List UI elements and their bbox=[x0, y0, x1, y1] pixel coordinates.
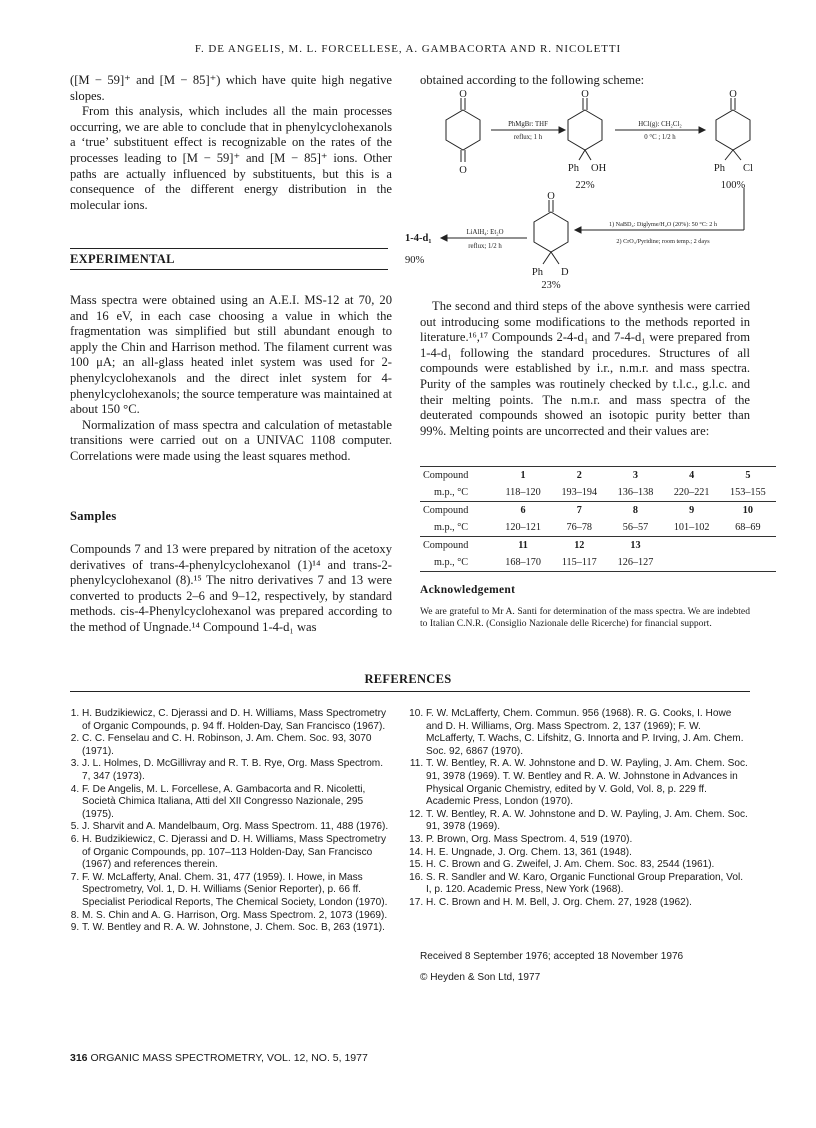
table-row bbox=[420, 537, 776, 555]
melting-point-table-wrap bbox=[420, 466, 776, 572]
table-cell bbox=[720, 537, 776, 555]
reference-item: 10. F. W. McLafferty, Chem. Commun. 956 (1968). R. G. Cooks, I. Howe and D. H. Williams, Org. Mass Spectrom. 2, 137 (1969); F. W. McLafferty, T. Wachs, C. Lifshitz, G. Innorta and P. Irving, J. Am. Chem. Soc. 92, 6867 (1970). bbox=[426, 708, 750, 758]
table-cell: 68–69 bbox=[720, 519, 776, 537]
paragraph: Mass spectra were obtained using an A.E.I. MS-12 at 70, 20 and 16 eV, in each case choosing a value in which the fragmentation was simplified but still abundant enough to apply the Chin and Harrison method. The filament current was 100 μA; an all-glass heated inlet system was used for 2-phenylcyclohexanols and the direct inlet system for 4-phenylcyclohexanols; the source temperature was maintained at about 150 °C. bbox=[70, 293, 392, 417]
table-header: Compound bbox=[423, 540, 469, 551]
reagent-label: PhMgBr: THF bbox=[508, 121, 548, 128]
ketone-oxygen: O bbox=[729, 89, 737, 100]
table-row bbox=[420, 502, 776, 520]
yield-alcohol: 22% bbox=[575, 180, 595, 191]
product-label: 1-4-d₁ bbox=[405, 233, 432, 244]
condition-label: 0 °C ; 1/2 h bbox=[644, 134, 676, 141]
table-cell: 1 bbox=[495, 467, 551, 485]
product-yield: 90% bbox=[405, 255, 425, 266]
condition-label: reflux; 1/2 h bbox=[468, 243, 502, 250]
chlorine-label: Cl bbox=[743, 163, 753, 174]
phenyl-label: Ph bbox=[531, 267, 543, 278]
ketone-oxygen: O bbox=[459, 165, 467, 176]
table-header: m.p., °C bbox=[420, 554, 495, 572]
deuterium-label: D bbox=[561, 267, 569, 278]
received-date: Received 8 September 1976; accepted 18 November 1976 bbox=[420, 951, 684, 962]
synthesis-paragraph bbox=[420, 299, 750, 439]
paragraph: From this analysis, which includes all the main processes occurring, we are able to conclude that in phenylcyclohexanols a ‘true’ substituent effect is recognizable on the rates of the processes leading to [M − 59]⁺ and [M − 85]⁺ ions. Other paths are actually influenced by substituents, but this is a consequence of the different energy distribution in the molecular ions. bbox=[70, 104, 392, 212]
table-cell: 120–121 bbox=[495, 519, 551, 537]
reference-item: 3. J. L. Holmes, D. McGillivray and R. T. B. Rye, Org. Mass Spectrom. 7, 347 (1973). bbox=[82, 758, 394, 783]
ring-deutero bbox=[534, 212, 568, 252]
experimental-body bbox=[70, 293, 392, 465]
reference-item: 7. F. W. McLafferty, Anal. Chem. 31, 477 (1959). I. Howe, in Mass Spectrometry, Vol. 1, D. H. Williams (Senior Reporter), p. 66 ff. Specialist Periodical Reports, The Chemical Society, London (1970). bbox=[82, 872, 394, 910]
references-right bbox=[400, 708, 750, 910]
reference-item: 6. H. Budzikiewicz, C. Djerassi and D. H. Williams, Mass Spectrometry of Organic Compounds, pp. 107–113 Holden-Day, San Francisco (1967) and references therein. bbox=[82, 834, 394, 872]
table-cell: 2 bbox=[551, 467, 607, 485]
acknowledgement-body bbox=[420, 606, 750, 630]
reference-item: 14. H. E. Ungnade, J. Org. Chem. 13, 361 (1948). bbox=[426, 847, 750, 860]
section-title-references: REFERENCES bbox=[364, 672, 452, 686]
phenyl-label: Ph bbox=[567, 163, 579, 174]
table-row bbox=[420, 519, 776, 537]
table-cell: 136–138 bbox=[607, 484, 663, 502]
table-row bbox=[420, 554, 776, 572]
reference-item: 2. C. C. Fenselau and C. H. Robinson, J. Am. Chem. Soc. 93, 3070 (1971). bbox=[82, 733, 394, 758]
ring-alcohol bbox=[568, 110, 602, 150]
table-cell: 76–78 bbox=[551, 519, 607, 537]
references-left bbox=[60, 708, 394, 935]
reference-item: 11. T. W. Bentley, R. A. W. Johnstone and D. W. Payling, J. Am. Chem. Soc. 91, 3978 (1969). T. W. Bentley and R. A. W. Johnstone in Advances in Physical Organic Chemistry, edited by V. Gold, Vol. 8, p. 229 ff. Academic Press, London (1970). bbox=[426, 758, 750, 808]
table-cell: 3 bbox=[607, 467, 663, 485]
condition-label: 2) CrO₃/Pyridine; room temp.; 2 days bbox=[616, 238, 710, 245]
reagent-label: LiAlH₄: Et₂O bbox=[466, 229, 504, 236]
table-cell bbox=[664, 554, 720, 572]
table-header: m.p., °C bbox=[420, 484, 495, 502]
ring-dione bbox=[446, 110, 480, 150]
table-cell: 4 bbox=[664, 467, 720, 485]
reference-item: 8. M. S. Chin and A. G. Harrison, Org. Mass Spectrom. 2, 1073 (1969). bbox=[82, 910, 394, 923]
table-cell: 8 bbox=[632, 505, 639, 516]
table-cell bbox=[720, 554, 776, 572]
journal-name: ORGANIC MASS SPECTROMETRY, VOL. 12, NO. 5, 1977 bbox=[90, 1052, 368, 1064]
table-cell: 7 bbox=[576, 505, 582, 516]
ketone-oxygen: O bbox=[581, 89, 589, 100]
section-title-acknowledgement: Acknowledgement bbox=[420, 584, 516, 596]
table-cell: 168–170 bbox=[495, 554, 551, 572]
melting-point-table bbox=[420, 466, 776, 572]
copyright-line: © Heyden & Son Ltd, 1977 bbox=[420, 972, 541, 983]
section-rule bbox=[70, 269, 388, 270]
section-rule bbox=[70, 691, 750, 692]
reference-item: 5. J. Sharvit and A. Mandelbaum, Org. Mass Spectrom. 11, 488 (1976). bbox=[82, 821, 394, 834]
reference-item: 4. F. De Angelis, M. L. Forcellese, A. Gambacorta and R. Nicoletti, Società Chimica Italiana, Atti del XII Congresso Nazionale, 295 (1975). bbox=[82, 784, 394, 822]
reference-item: 16. S. R. Sandler and W. Karo, Organic Functional Group Preparation, Vol. I, p. 120. Academic Press, New York (1968). bbox=[426, 872, 750, 897]
table-cell: 193–194 bbox=[551, 484, 607, 502]
table-cell: 118–120 bbox=[495, 484, 551, 502]
reagent-label: 1) NaBD₄: Diglyme/H₂O (20%): 50 °C: 2 h bbox=[608, 221, 718, 228]
reference-item: 12. T. W. Bentley, R. A. W. Johnstone and D. W. Payling, J. Am. Chem. Soc. 91, 3978 (1969). bbox=[426, 809, 750, 834]
table-cell: 126–127 bbox=[607, 554, 663, 572]
reference-item: 9. T. W. Bentley and R. A. W. Johnstone, J. Chem. Soc. B, 263 (1971). bbox=[82, 922, 394, 935]
phenyl-label: Ph bbox=[713, 163, 725, 174]
table-cell: 13 bbox=[630, 540, 641, 551]
yield-deutero: 23% bbox=[541, 280, 561, 291]
hydroxyl-label: OH bbox=[591, 163, 607, 174]
table-header: Compound bbox=[423, 505, 469, 516]
running-header: F. DE ANGELIS, M. L. FORCELLESE, A. GAMBACORTA AND R. NICOLETTI bbox=[194, 43, 622, 55]
paragraph: Compounds 7 and 13 were prepared by nitration of the acetoxy derivatives of trans-4-phenylcyclohexanol (1)¹⁴ and trans-2-phenylcyclohexanol (8).¹⁵ The nitro derivatives 7 and 13 were converted to products 2–6 and 9–12, respectively, by standard methods. cis-4-Phenylcyclohexanol was prepared according to the method of Ungnade.¹⁴ Compound 1-4-d₁ was bbox=[70, 542, 392, 634]
table-cell: 115–117 bbox=[551, 554, 607, 572]
table-cell bbox=[664, 537, 720, 555]
reference-item: 15. H. C. Brown and G. Zweifel, J. Am. Chem. Soc. 83, 2544 (1961). bbox=[426, 859, 750, 872]
page-number: 316 bbox=[70, 1052, 88, 1064]
table-cell: 9 bbox=[689, 505, 695, 516]
samples-body bbox=[70, 542, 392, 636]
scheme-intro: obtained according to the following scheme: bbox=[420, 73, 645, 87]
section-title-experimental: EXPERIMENTAL bbox=[70, 252, 175, 266]
synthesis-scheme bbox=[405, 88, 765, 300]
reference-item: 13. P. Brown, Org. Mass Spectrom. 4, 519 (1970). bbox=[426, 834, 750, 847]
condition-label: reflux; 1 h bbox=[513, 134, 543, 141]
table-cell: 56–57 bbox=[607, 519, 663, 537]
table-cell: 10 bbox=[742, 505, 753, 516]
reference-item: 1. H. Budzikiewicz, C. Djerassi and D. H. Williams, Mass Spectrometry of Organic Compounds, p. 94 ff. Holden-Day, San Francisco (1967). bbox=[82, 708, 394, 733]
paragraph: We are grateful to Mr A. Santi for determination of the mass spectra. We are indebted to Italian C.N.R. (Consiglio Nazionale delle Ricerche) for financial support. bbox=[420, 606, 750, 629]
ketone-oxygen: O bbox=[459, 89, 467, 100]
paragraph: ([M − 59]⁺ and [M − 85]⁺) which have quite high negative slopes. bbox=[70, 73, 392, 103]
reference-item: 17. H. C. Brown and H. M. Bell, J. Org. Chem. 27, 1928 (1962). bbox=[426, 897, 750, 910]
left-column-intro bbox=[70, 73, 392, 213]
section-title-samples: Samples bbox=[70, 509, 117, 523]
table-cell: 12 bbox=[574, 540, 585, 551]
paragraph: The second and third steps of the above synthesis were carried out introducing some modifications to the methods reported in literature.¹⁶,¹⁷ Compounds 2-4-d₁ and 7-4-d₁ were prepared from 1-4-d₁ following the standard procedures. Structures of all compounds were established by i.r., n.m.r. and mass spectra. Purity of the samples was routinely checked by t.l.c., g.l.c. and their melting points. The n.m.r. and mass spectra of the deuterated compounds showed an isotopic purity better than 99%. Melting points are uncorrected and their values are: bbox=[420, 299, 750, 438]
page-footer bbox=[70, 1052, 368, 1064]
reference-list bbox=[400, 708, 750, 910]
table-cell: 220–221 bbox=[664, 484, 720, 502]
table-header: Compound bbox=[420, 467, 495, 485]
table-cell: 153–155 bbox=[720, 484, 776, 502]
table-row bbox=[420, 467, 776, 485]
table-cell: 6 bbox=[520, 505, 526, 516]
table-row bbox=[420, 484, 776, 502]
reagent-label: HCl(g): CH₂Cl₂ bbox=[638, 121, 682, 128]
table-cell: 5 bbox=[720, 467, 776, 485]
ketone-oxygen: O bbox=[547, 191, 555, 202]
table-cell: 101–102 bbox=[664, 519, 720, 537]
section-rule bbox=[70, 248, 388, 249]
ring-chloride bbox=[716, 110, 750, 150]
table-header: m.p., °C bbox=[420, 519, 495, 537]
yield-chloride: 100% bbox=[720, 180, 746, 191]
reference-list bbox=[60, 708, 394, 935]
table-cell: 11 bbox=[518, 540, 528, 551]
paragraph: Normalization of mass spectra and calculation of metastable transitions were carried out on a UNIVAC 1108 computer. Correlations were made using the least squares method. bbox=[70, 417, 392, 463]
